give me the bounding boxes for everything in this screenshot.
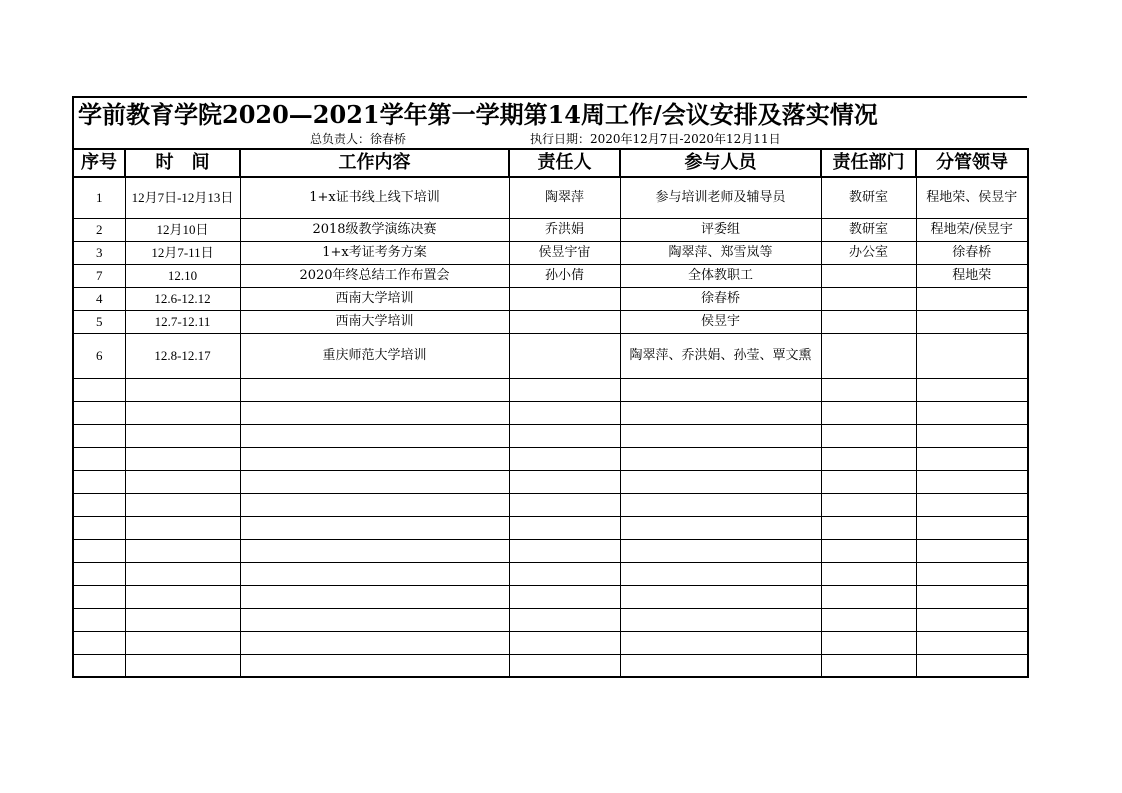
header-no: 序号 <box>73 149 125 177</box>
table-row <box>73 310 1028 333</box>
blank-row <box>73 470 1028 493</box>
cell-time <box>125 401 240 424</box>
cell-content <box>240 378 509 401</box>
cell-dept <box>821 562 916 585</box>
cell-time <box>125 562 240 585</box>
cell-leader: 程地荣、侯昱宇 <box>916 177 1028 218</box>
cell-owner: 陶翠萍 <box>509 177 620 218</box>
cell-participants <box>620 378 821 401</box>
cell-content <box>240 493 509 516</box>
cell-leader <box>916 424 1028 447</box>
cell-dept <box>821 631 916 654</box>
cell-owner <box>509 310 620 333</box>
cell-participants <box>620 608 821 631</box>
cell-leader <box>916 539 1028 562</box>
cell-leader <box>916 516 1028 539</box>
cell-time: 12月7-11日 <box>125 241 240 264</box>
cell-time <box>125 470 240 493</box>
cell-content <box>240 516 509 539</box>
cell-no: 4 <box>73 287 125 310</box>
blank-row <box>73 401 1028 424</box>
cell-dept: 教研室 <box>821 177 916 218</box>
cell-participants <box>620 447 821 470</box>
cell-owner <box>509 424 620 447</box>
cell-no <box>73 516 125 539</box>
cell-leader <box>916 378 1028 401</box>
cell-content: 西南大学培训 <box>240 310 509 333</box>
cell-time <box>125 585 240 608</box>
cell-participants <box>620 493 821 516</box>
cell-participants: 陶翠萍、乔洪娟、孙莹、覃文熏 <box>620 333 821 378</box>
cell-leader <box>916 470 1028 493</box>
blank-row <box>73 585 1028 608</box>
cell-owner <box>509 470 620 493</box>
worksheet <box>72 96 1027 678</box>
cell-owner: 侯昱宇宙 <box>509 241 620 264</box>
blank-row <box>73 562 1028 585</box>
cell-participants <box>620 539 821 562</box>
cell-time <box>125 447 240 470</box>
cell-no <box>73 470 125 493</box>
cell-owner <box>509 539 620 562</box>
cell-leader <box>916 493 1028 516</box>
cell-no: 2 <box>73 218 125 241</box>
cell-owner: 孙小倩 <box>509 264 620 287</box>
cell-content <box>240 470 509 493</box>
cell-participants: 全体教职工 <box>620 264 821 287</box>
cell-owner <box>509 447 620 470</box>
cell-no: 6 <box>73 333 125 378</box>
blank-row <box>73 539 1028 562</box>
cell-no <box>73 401 125 424</box>
cell-owner <box>509 287 620 310</box>
table-row <box>73 287 1028 310</box>
cell-content: 2020年终总结工作布置会 <box>240 264 509 287</box>
cell-owner <box>509 654 620 677</box>
cell-time <box>125 493 240 516</box>
header-dept: 责任部门 <box>821 149 916 177</box>
cell-no <box>73 424 125 447</box>
cell-dept <box>821 287 916 310</box>
cell-content: 1+x考证考务方案 <box>240 241 509 264</box>
schedule-table <box>72 148 1029 678</box>
blank-row <box>73 516 1028 539</box>
cell-content <box>240 654 509 677</box>
blank-row <box>73 608 1028 631</box>
cell-participants: 徐春桥 <box>620 287 821 310</box>
cell-dept <box>821 401 916 424</box>
cell-no <box>73 562 125 585</box>
cell-leader <box>916 333 1028 378</box>
cell-time: 12.6-12.12 <box>125 287 240 310</box>
blank-row <box>73 447 1028 470</box>
cell-owner <box>509 585 620 608</box>
table-row <box>73 264 1028 287</box>
blank-row <box>73 654 1028 677</box>
cell-content <box>240 447 509 470</box>
blank-row <box>73 493 1028 516</box>
cell-no <box>73 585 125 608</box>
cell-no: 3 <box>73 241 125 264</box>
cell-dept <box>821 608 916 631</box>
cell-content: 2018级教学演练决赛 <box>240 218 509 241</box>
cell-no <box>73 631 125 654</box>
cell-dept <box>821 493 916 516</box>
cell-leader <box>916 562 1028 585</box>
cell-dept <box>821 333 916 378</box>
cell-content <box>240 631 509 654</box>
cell-content <box>240 562 509 585</box>
cell-time <box>125 516 240 539</box>
cell-time: 12.7-12.11 <box>125 310 240 333</box>
cell-time <box>125 378 240 401</box>
cell-no <box>73 654 125 677</box>
cell-owner <box>509 516 620 539</box>
cell-content <box>240 401 509 424</box>
cell-dept <box>821 516 916 539</box>
blank-row <box>73 424 1028 447</box>
header-leader: 分管领导 <box>916 149 1028 177</box>
cell-participants <box>620 470 821 493</box>
cell-time <box>125 631 240 654</box>
execution-dates: 执行日期：2020年12月7日-2020年12月11日 <box>530 132 781 146</box>
cell-leader: 程地荣 <box>916 264 1028 287</box>
cell-dept <box>821 470 916 493</box>
header-time: 时 间 <box>125 149 240 177</box>
cell-content: 重庆师范大学培训 <box>240 333 509 378</box>
cell-participants: 参与培训老师及辅导员 <box>620 177 821 218</box>
cell-leader <box>916 608 1028 631</box>
cell-participants <box>620 631 821 654</box>
cell-time: 12月7日-12月13日 <box>125 177 240 218</box>
cell-no <box>73 378 125 401</box>
cell-no <box>73 493 125 516</box>
sheet-title: 学前教育学院2020—2021学年第一学期第14周工作/会议安排及落实情况 <box>72 96 1027 130</box>
cell-dept <box>821 539 916 562</box>
cell-content: 1+x证书线上线下培训 <box>240 177 509 218</box>
cell-dept: 教研室 <box>821 218 916 241</box>
cell-no: 7 <box>73 264 125 287</box>
cell-time <box>125 424 240 447</box>
cell-owner: 乔洪娟 <box>509 218 620 241</box>
cell-participants <box>620 562 821 585</box>
cell-dept <box>821 424 916 447</box>
cell-leader <box>916 287 1028 310</box>
cell-content <box>240 608 509 631</box>
cell-content <box>240 585 509 608</box>
blank-row <box>73 631 1028 654</box>
cell-participants <box>620 516 821 539</box>
cell-participants <box>620 401 821 424</box>
cell-owner <box>509 562 620 585</box>
header-participants: 参与人员 <box>620 149 821 177</box>
cell-time <box>125 539 240 562</box>
cell-dept <box>821 585 916 608</box>
cell-owner <box>509 378 620 401</box>
header-content: 工作内容 <box>240 149 509 177</box>
cell-dept: 办公室 <box>821 241 916 264</box>
chief-responsible: 总负责人：徐春桥 <box>310 132 407 146</box>
cell-participants <box>620 585 821 608</box>
cell-leader: 徐春桥 <box>916 241 1028 264</box>
cell-owner <box>509 333 620 378</box>
table-row <box>73 333 1028 378</box>
header-row <box>73 149 1028 177</box>
cell-leader: 程地荣/侯昱宇 <box>916 218 1028 241</box>
cell-time: 12月10日 <box>125 218 240 241</box>
cell-leader <box>916 401 1028 424</box>
table-row <box>73 241 1028 264</box>
table-row <box>73 218 1028 241</box>
cell-dept <box>821 654 916 677</box>
cell-time: 12.10 <box>125 264 240 287</box>
cell-participants <box>620 424 821 447</box>
header-owner: 责任人 <box>509 149 620 177</box>
cell-no <box>73 447 125 470</box>
cell-owner <box>509 401 620 424</box>
cell-owner <box>509 608 620 631</box>
cell-time <box>125 608 240 631</box>
table-row <box>73 177 1028 218</box>
cell-content <box>240 424 509 447</box>
cell-time <box>125 654 240 677</box>
cell-dept <box>821 264 916 287</box>
cell-dept <box>821 310 916 333</box>
cell-time: 12.8-12.17 <box>125 333 240 378</box>
cell-dept <box>821 378 916 401</box>
cell-no <box>73 539 125 562</box>
cell-owner <box>509 493 620 516</box>
cell-participants: 侯昱宇 <box>620 310 821 333</box>
cell-leader <box>916 447 1028 470</box>
cell-participants: 陶翠萍、郑雪岚等 <box>620 241 821 264</box>
cell-content <box>240 539 509 562</box>
cell-leader <box>916 310 1028 333</box>
cell-no <box>73 608 125 631</box>
cell-owner <box>509 631 620 654</box>
cell-participants <box>620 654 821 677</box>
cell-participants: 评委组 <box>620 218 821 241</box>
cell-content: 西南大学培训 <box>240 287 509 310</box>
cell-no: 1 <box>73 177 125 218</box>
cell-leader <box>916 631 1028 654</box>
cell-dept <box>821 447 916 470</box>
subtitle-bar <box>72 130 1027 148</box>
blank-row <box>73 378 1028 401</box>
cell-leader <box>916 585 1028 608</box>
cell-no: 5 <box>73 310 125 333</box>
cell-leader <box>916 654 1028 677</box>
